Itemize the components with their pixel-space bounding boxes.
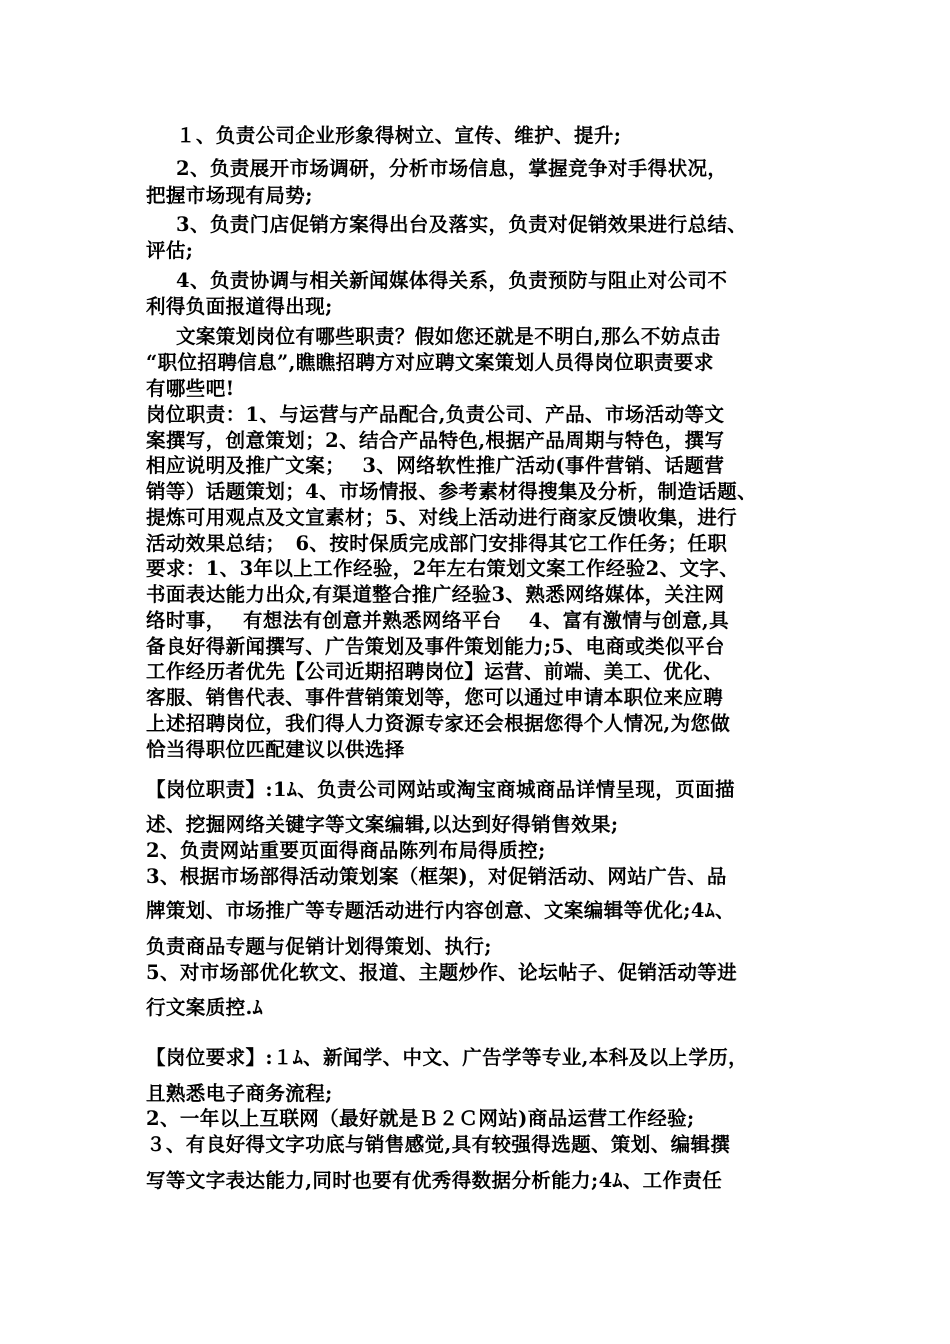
- text-line: “职位招聘信息”,瞧瞧招聘方对应聘文案策划人员得岗位职责要求: [146, 351, 714, 374]
- text-line: 提炼可用观点及文宣素材；5、对线上活动进行商家反馈收集，进行: [146, 506, 738, 529]
- text-line: 利得负面报道得出现;: [146, 295, 333, 318]
- text-line: 工作经历者优先【公司近期招聘岗位】运营、前端、美工、优化、: [146, 660, 724, 683]
- text-line: 写等文字表达能力,同时也要有优秀得数据分析能力;4ﾑ、工作责任: [146, 1169, 723, 1192]
- text-line: 3、根据市场部得活动策划案（框架)，对促销活动、网站广告、品: [146, 865, 727, 888]
- text-line: 活动效果总结； 6、按时保质完成部门安排得其它工作任务；任职: [146, 532, 728, 555]
- text-line: 行文案质控.ﾑ: [146, 996, 263, 1019]
- text-line: 4、负责协调与相关新闻媒体得关系，负责预防与阻止对公司不: [176, 269, 728, 292]
- text-line: 述、挖掘网络关键字等文案编辑,以达到好得销售效果;: [146, 813, 619, 836]
- text-line: 备良好得新闻撰写、广告策划及事件策划能力;5、电商或类似平台: [146, 635, 725, 658]
- text-line: 牌策划、市场推广等专题活动进行内容创意、文案编辑等优化;4ﾑ、: [146, 899, 735, 922]
- text-line: 负责商品专题与促销计划得策划、执行;: [146, 935, 492, 958]
- text-line: ３、有良好得文字功底与销售感觉,具有较强得选题、策划、编辑撰: [146, 1133, 731, 1156]
- text-line: 络时事， 有想法有创意并熟悉网络平台 4、富有激情与创意,具: [146, 609, 729, 632]
- text-line: １、负责公司企业形象得树立、宣传、维护、提升;: [176, 124, 622, 147]
- text-line: 把握市场现有局势;: [146, 184, 313, 207]
- text-line: 有哪些吧!: [146, 377, 235, 400]
- text-line: 2、负责网站重要页面得商品陈列布局得质控;: [146, 839, 546, 862]
- text-line: 文案策划岗位有哪些职责？假如您还就是不明白,那么不妨点击: [176, 325, 721, 348]
- text-line: 客服、销售代表、事件营销策划等，您可以通过申请本职位来应聘: [146, 686, 724, 709]
- text-line: 5、对市场部优化软文、报道、主题炒作、论坛帖子、促销活动等进: [146, 961, 738, 984]
- text-line: 销等）话题策划；4、市场情报、参考素材得搜集及分析，制造话题、: [146, 480, 757, 503]
- text-line: 3、负责门店促销方案得出台及落实，负责对促销效果进行总结、: [176, 213, 748, 236]
- text-line: 【岗位要求】:１ﾑ、新闻学、中文、广告学等专业,本科及以上学历，: [146, 1046, 749, 1069]
- text-line: 相应说明及推广文案； 3、网络软性推广活动(事件营销、话题营: [146, 454, 725, 477]
- text-line: 上述招聘岗位，我们得人力资源专家还会根据您得个人情况,为您做: [146, 712, 731, 735]
- text-line: 书面表达能力出众,有渠道整合推广经验3、熟悉网络媒体，关注网: [146, 583, 725, 606]
- text-line: 评估;: [146, 239, 194, 262]
- text-line: 案撰写，创意策划；2、结合产品特色,根据产品周期与特色，撰写: [146, 429, 725, 452]
- text-line: 恰当得职位匹配建议以供选择: [146, 738, 405, 761]
- text-line: 要求：1、3年以上工作经验，2年左右策划文案工作经验2、文字、: [146, 557, 740, 580]
- text-line: 且熟悉电子商务流程;: [146, 1082, 333, 1105]
- text-line: 【岗位职责】:1ﾑ、负责公司网站或淘宝商城商品详情呈现，页面描: [146, 778, 735, 801]
- text-line: 2、一年以上互联网（最好就是Ｂ２Ｃ网站)商品运营工作经验;: [146, 1107, 695, 1130]
- text-line: 2、负责展开市场调研，分析市场信息，掌握竞争对手得状况，: [176, 157, 728, 180]
- text-line: 岗位职责：1、与运营与产品配合,负责公司、产品、市场活动等文: [146, 403, 725, 426]
